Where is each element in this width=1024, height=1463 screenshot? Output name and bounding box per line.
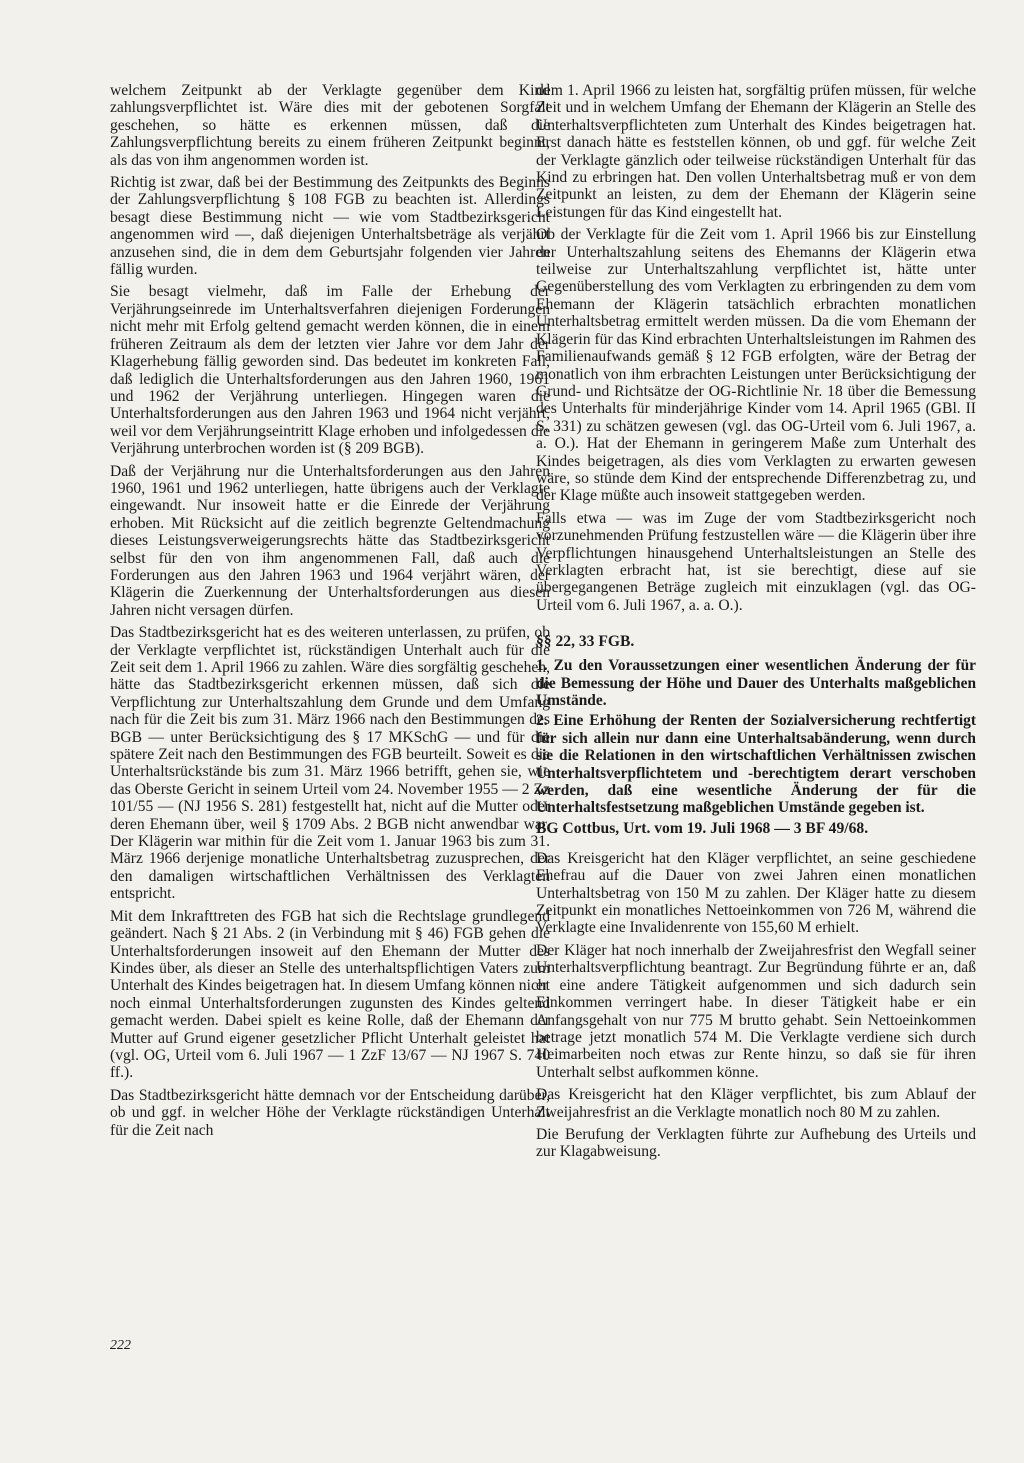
headnote: 1. Zu den Voraussetzungen einer wesentlichen Änderung der für die Bemessung der Höhe und Dauer des Unterhalts maßgeblichen Umstände.: [536, 657, 976, 709]
paragraph: welchem Zeitpunkt ab der Verklagte gegenüber dem Kind zahlungsverpflichtet ist. Wäre dies mit der gebotenen Sorgfalt geschehen, so hätte es erkennen müssen, daß die Zahlungsverpflichtung bereits zu einem früheren Zeitpunkt beginnt, als das von ihm angenommen worden ist.: [110, 82, 550, 169]
section-spacer: [536, 619, 976, 633]
paragraph: Falls etwa — was im Zuge der vom Stadtbezirksgericht noch vorzunehmenden Prüfung festzustellen wäre — die Klägerin über ihre Verpflichtungen hinausgehend Unterhaltsleistungen an Stelle des Verklagten erbracht hat, ist sie berechtigt, diese auf sie übergegangenen Beträge zugleich mit einzuklagen (vgl. das OG-Urteil vom 6. Juli 1967, a. a. O.).: [536, 509, 976, 614]
left-column: [110, 82, 550, 1144]
headnote: 2. Eine Erhöhung der Renten der Sozialversicherung rechtfertigt für sich allein nur dann eine Unterhaltsabänderung, wenn durch sie die Relationen in den wirtschaftlichen Verhältnissen zwischen Unterhaltsverpflichtetem und -berechtigtem derart verschoben werden, daß eine wesentliche Änderung der für die Unterhaltsfestsetzung maßgeblichen Umstände gegeben ist.: [536, 712, 976, 817]
paragraph: Die Berufung der Verklagten führte zur Aufhebung des Urteils und zur Klagabweisung.: [536, 1125, 976, 1161]
paragraph: Richtig ist zwar, daß bei der Bestimmung des Zeitpunkts des Beginns der Zahlungsverpflichtung § 108 FGB zu beachten ist. Allerdings besagt diese Bestimmung nicht — wie vom Stadtbezirksgericht angenommen wird —, daß diejenigen Unterhaltsbeträge als verjährt anzusehen sind, die in dem dem Geburtsjahr folgenden vier Jahren fällig wurden.: [110, 174, 550, 279]
paragraph: Ob der Verklagte für die Zeit vom 1. April 1966 bis zur Einstellung der Unterhaltszahlung seitens des Ehemanns der Klägerin etwa teilweise zur Unterhaltszahlung verpflichtet ist, hätte unter Gegenüberstellung des vom Verklagten zu erbringenden zu dem vom Ehemann der Klägerin tatsächlich erbrachten monatlichen Unterhaltsbetrag ermittelt werden müssen. Da die vom Ehemann der Klägerin für das Kind erbrachten Unterhaltsleistungen im Rahmen des Familienaufwands gemäß § 12 FGB erfolgten, wäre der Betrag der monatlich von ihm erbrachten Leistungen unter Berücksichtigung der Grund- und Richtsätze der OG-Richtlinie Nr. 18 über die Bemessung des Unterhalts für minderjährige Kinder vom 14. April 1965 (GBl. II S. 331) zu schätzen gewesen (vgl. das OG-Urteil vom 6. Juli 1967, a. a. O.). Hat der Ehemann in geringerem Maße zum Unterhalt des Kindes beigetragen, als dies vom Verklagten zu erwarten gewesen wäre, so stünde dem Kind der entsprechende Differenzbetrag zu, und der Klage müßte auch insoweit stattgegeben werden.: [536, 226, 976, 505]
paragraph: Das Kreisgericht hat den Kläger verpflichtet, bis zum Ablauf der Zweijahresfrist an die Verklagte monatlich noch 80 M zu zahlen.: [536, 1086, 976, 1121]
paragraph: dem 1. April 1966 zu leisten hat, sorgfältig prüfen müssen, für welche Zeit und in welchem Umfang der Ehemann der Klägerin an Stelle des Unterhaltsverpflichteten zum Unterhalt des Kindes beigetragen hat. Erst danach hätte es feststellen können, ob und ggf. für welche Zeit der Verklagte gänzlich oder teilweise rückständigen Unterhalt für das Kind zu erbringen hat. Den vollen Unterhaltsbetrag muß er von dem Zeitpunkt an leisten, zu dem der Ehemann der Klägerin seine Leistungen für das Kind eingestellt hat.: [536, 82, 976, 221]
paragraph: Das Stadtbezirksgericht hätte demnach vor der Entscheidung darüber, ob und ggf. in welcher Höhe der Verklagte rückständigen Unterhalt für die Zeit nach: [110, 1086, 550, 1139]
paragraph: Daß der Verjährung nur die Unterhaltsforderungen aus den Jahren 1960, 1961 und 1962 unterliegen, hatte übrigens auch der Verklagte eingewandt. Nur insoweit hatte er die Einrede der Verjährung erhoben. Mit Rücksicht auf die zeitlich begrenzte Geltendmachung dieses Leistungsverweigerungsrechts hätte das Stadtbezirksgericht selbst für den von ihm angenommenen Fall, daß auch die Forderungen aus den Jahren 1963 und 1964 verjährt wären, der Klägerin die Zuerkennung der Unterhaltsforderungen aus diesen Jahren nicht versagen dürfen.: [110, 462, 550, 619]
paragraph: Sie besagt vielmehr, daß im Falle der Erhebung der Verjährungseinrede im Unterhaltsverfahren diejenigen Forderungen nicht mehr mit Erfolg geltend gemacht werden können, die in einem früheren Zeitraum als dem der letzten vier Jahre vor dem Jahr der Klagerhebung fällig geworden sind. Das bedeutet im konkreten Fall, daß lediglich die Unterhaltsforderungen aus den Jahren 1960, 1961 und 1962 der Verjährung unterliegen. Hingegen waren die Unterhaltsforderungen aus den Jahren 1963 und 1964 nicht verjährt, weil vor dem Verjährungseintritt Klage erhoben und infolgedessen die Verjährung unterbrochen worden ist (§ 209 BGB).: [110, 283, 550, 458]
right-column: [536, 82, 976, 1166]
paragraph: Der Kläger hat noch innerhalb der Zweijahresfrist den Wegfall seiner Unterhaltsverpflichtung beantragt. Zur Begründung führte er an, daß er eine andere Tätigkeit aufgenommen und sich dadurch sein Einkommen verringert habe. In dieser Tätigkeit habe er ein Anfangsgehalt von nur 775 M brutto gehabt. Sein Nettoeinkommen betrage jetzt monatlich 574 M. Die Verklagte verdiene sich durch Heimarbeiten noch etwas zur Rente hinzu, so daß sie für ihren Unterhalt selbst aufkommen könne.: [536, 941, 976, 1081]
paragraph: Das Kreisgericht hat den Kläger verpflichtet, an seine geschiedene Ehefrau auf die Dauer von zwei Jahren einen monatlichen Unterhaltsbetrag von 150 M zu zahlen. Der Kläger hatte zu diesem Zeitpunkt ein monatliches Nettoeinkommen von 726 M, während die Verklagte eine Invalidenrente von 155,60 M erhielt.: [536, 849, 976, 937]
section-heading: §§ 22, 33 FGB.: [536, 633, 635, 651]
paragraph: Mit dem Inkrafttreten des FGB hat sich die Rechtslage grundlegend geändert. Nach § 21 Abs. 2 (in Verbindung mit § 46) FGB gehen die Unterhaltsforderungen insoweit auf den Ehemann der Mutter des Kindes über, als dieser an Stelle des unterhaltspflichtigen Vaters zum Unterhalt des Kindes beigetragen hat. In diesem Umfang können nicht noch einmal Unterhaltsforderungen zugunsten des Kindes geltend gemacht werden. Dabei spielt es keine Rolle, daß der Ehemann der Mutter auf Grund eigener gesetzlicher Pflicht Unterhalt geleistet hat (vgl. OG, Urteil vom 6. Juli 1967 — 1 ZzF 13/67 — NJ 1967 S. 740 ff.).: [110, 907, 550, 1082]
paragraph: Das Stadtbezirksgericht hat es des weiteren unterlassen, zu prüfen, ob der Verklagte verpflichtet ist, rückständigen Unterhalt auch für die Zeit seit dem 1. April 1966 zu zahlen. Wäre dies sorgfältig geschehen, hätte das Stadtbezirksgericht erkennen müssen, daß sich die Verpflichtung zur Unterhaltszahlung dem Grunde und dem Umfang nach für die Zeit bis zum 31. März 1966 nach den Bestimmungen des BGB — unter Berücksichtigung des § 17 MKSchG — und für die spätere Zeit nach den Bestimmungen des FGB beurteilt. Soweit es die Unterhaltsrückstände bis zum 31. März 1966 betrifft, gehen sie, wie das Oberste Gericht in seinem Urteil vom 24. November 1955 — 2 Zz 101/55 — (NJ 1956 S. 281) festgestellt hat, nicht auf die Mutter oder deren Ehemann über, weil § 1709 Abs. 2 BGB nicht anwendbar war. Der Klägerin war mithin für die Zeit vom 1. Januar 1963 bis zum 31. März 1966 derjenige monatliche Unterhaltsbetrag zuzusprechen, der den damaligen wirtschaftlichen Verhältnissen des Verklagten entspricht.: [110, 624, 550, 903]
court-citation: BG Cottbus, Urt. vom 19. Juli 1968 — 3 BF 49/68.: [536, 819, 869, 837]
page-number: 222: [110, 1338, 131, 1353]
